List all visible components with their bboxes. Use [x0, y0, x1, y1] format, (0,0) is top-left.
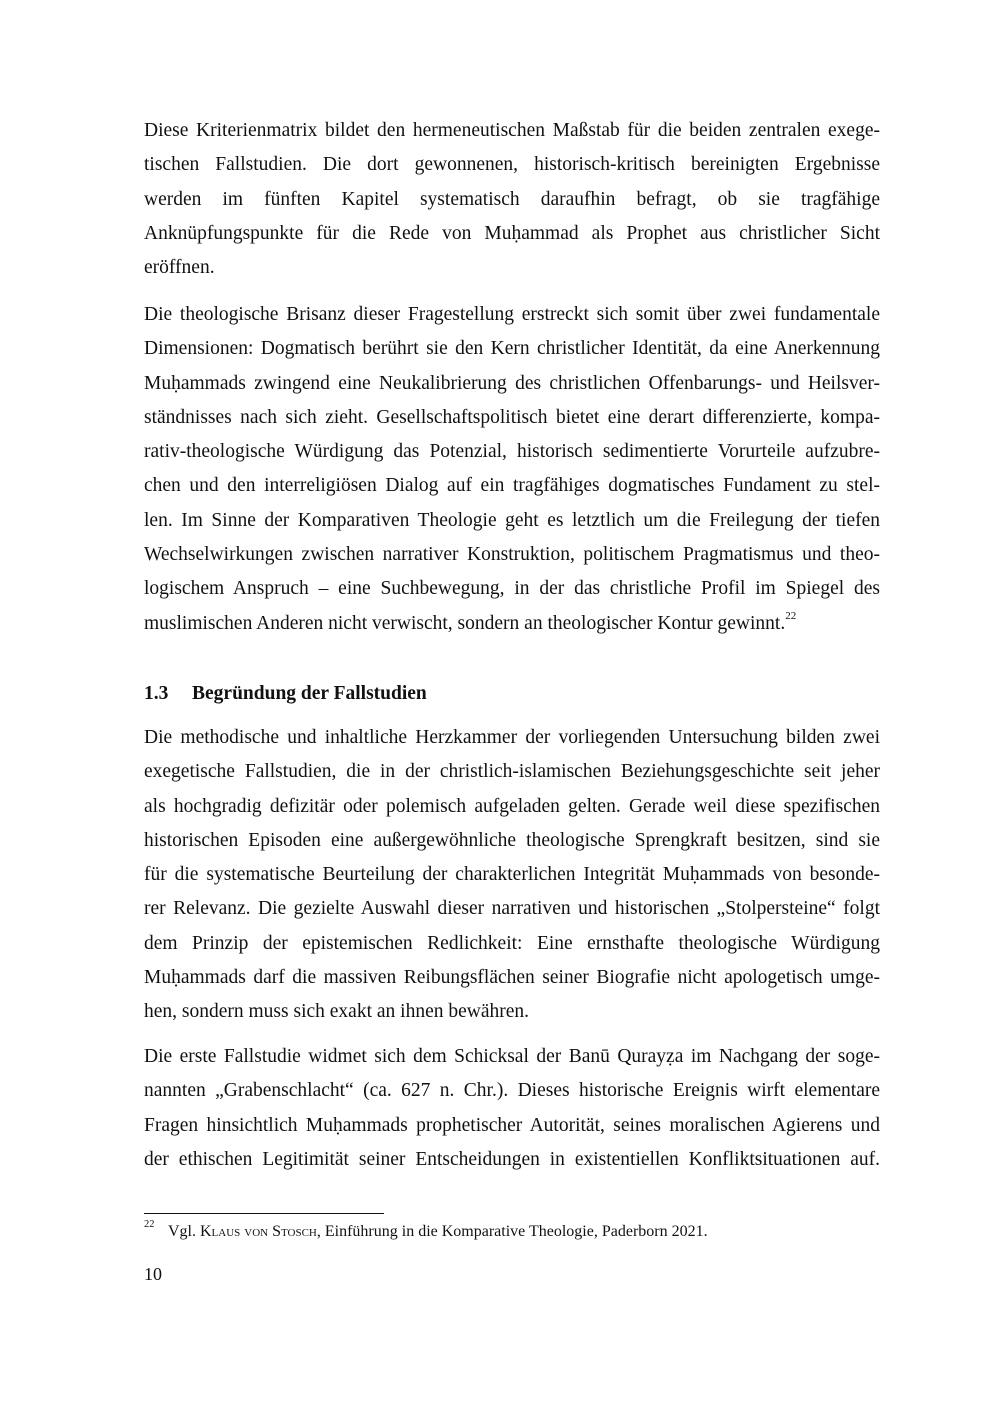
- text-line: der ethischen Legitimität seiner Entscheidungen in existentiellen Konfliktsituationen auf.: [144, 1148, 880, 1170]
- text-line: als hochgradig defizitär oder polemisch aufgeladen gelten. Gerade weil diese spezifischen: [144, 795, 880, 817]
- text-line: historischen Episoden eine außergewöhnliche theologische Sprengkraft besitzen, sind sie: [144, 829, 880, 851]
- text-line: Dimensionen: Dogmatisch berührt sie den Kern christlicher Identität, da eine Anerkennung: [144, 338, 880, 360]
- text-line: Muḥammads zwingend eine Neukalibrierung des christlichen Offenbarungs- und Heilsver-: [144, 372, 880, 394]
- text-line: Die erste Fallstudie widmet sich dem Schicksal der Banū Qurayẓa im Nachgang der soge-: [144, 1046, 880, 1067]
- footnote-separator: [144, 1213, 384, 1214]
- footnote-reference[interactable]: 22: [785, 610, 797, 623]
- page-number: 10: [144, 1264, 162, 1284]
- text-line: tischen Fallstudien. Die dort gewonnenen, historisch-kritisch bereinigten Ergebnisse: [144, 154, 880, 176]
- text-line: nannten „Grabenschlacht“ (ca. 627 n. Chr.). Dieses historische Ereignis wirft elementare: [144, 1080, 880, 1102]
- text-line: [144, 607, 880, 641]
- footnote: 22 Vgl. Klaus von Stosch, Einführung in die Komparative Theologie, Paderborn 2021.: [144, 1218, 708, 1240]
- text-line: Fragen hinsichtlich Muḥammads prophetischer Autorität, seines moralischen Agierens und: [144, 1114, 880, 1136]
- text-line: Muḥammads darf die massiven Reibungsflächen seiner Biografie nicht apologetisch umge-: [144, 967, 880, 989]
- text-line: ständnisses nach sich zieht. Gesellschaftspolitisch bietet eine derart differenzierte, kompa-: [144, 406, 880, 428]
- footnote-text: , Einführung in die Komparative Theologie, Paderborn 2021.: [316, 1223, 708, 1240]
- section-heading: [144, 680, 427, 708]
- text-line: Die methodische und inhaltliche Herzkammer der vorliegenden Untersuchung bilden zwei: [144, 727, 880, 748]
- footnote-prefix: Vgl.: [168, 1223, 200, 1240]
- text-line: werden im fünften Kapitel systematisch daraufhin befragt, ob sie tragfähige: [144, 188, 880, 210]
- text-line: Die theologische Brisanz dieser Fragestellung erstreckt sich somit über zwei fundamentale: [144, 304, 880, 325]
- section-paragraph-1: [144, 721, 880, 1030]
- text-line: hen, sondern muss sich exakt an ihnen bewähren.: [144, 1001, 530, 1023]
- text-line: logischem Anspruch – eine Suchbewegung, in der das christliche Profil im Spiegel des: [144, 578, 880, 600]
- text-line: Diese Kriterienmatrix bildet den hermeneutischen Maßstab für die beiden zentralen exege-: [144, 120, 880, 141]
- text-line: dem Prinzip der epistemischen Redlichkeit: Eine ernsthafte theologische Würdigung: [144, 932, 880, 954]
- text-line: rer Relevanz. Die gezielte Auswahl dieser narrativen und historischen „Stolpersteine“ folgt: [144, 898, 880, 920]
- text-line: len. Im Sinne der Komparativen Theologie geht es letztlich um die Freilegung der tiefen: [144, 509, 880, 531]
- section-title: Begründung der Fallstudien: [192, 683, 427, 704]
- text-line: eröffnen.: [144, 257, 215, 279]
- text-line: exegetische Fallstudien, die in der christlich-islamischen Beziehungsgeschichte seit jeher: [144, 761, 880, 783]
- footnote-author: Klaus von Stosch: [200, 1223, 317, 1240]
- paragraph-1: [144, 114, 880, 285]
- text-line: Anknüpfungspunkte für die Rede von Muḥammad als Prophet aus christlicher Sicht: [144, 222, 880, 244]
- text-line: für die systematische Beurteilung der charakterlichen Integrität Muḥammads von besonde-: [144, 864, 880, 886]
- paragraph-2: [144, 298, 880, 641]
- text-line: Wechselwirkungen zwischen narrativer Konstruktion, politischem Pragmatismus und theo-: [144, 544, 880, 566]
- text-line-content: muslimischen Anderen nicht verwischt, sondern an theologischer Kontur gewinnt.: [144, 612, 786, 634]
- section-number: 1.3: [144, 683, 169, 704]
- text-line: chen und den interreligiösen Dialog auf ein tragfähiges dogmatisches Fundament zu stel-: [144, 475, 880, 497]
- text-line: rativ-theologische Würdigung das Potenzial, historisch sedimentierte Vorurteile aufzubre-: [144, 441, 880, 463]
- section-paragraph-2: [144, 1040, 880, 1177]
